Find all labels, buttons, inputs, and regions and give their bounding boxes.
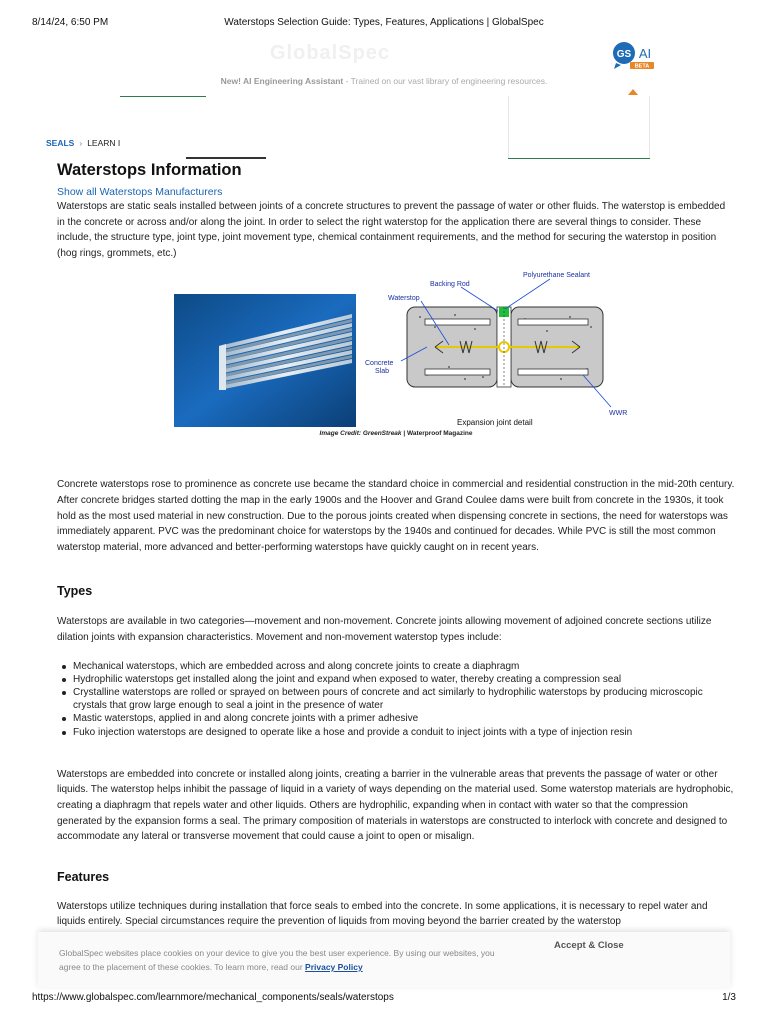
label-waterstop: Waterstop [388, 295, 420, 303]
print-page-title: Waterstops Selection Guide: Types, Features, Applications | GlobalSpec [224, 17, 544, 28]
ai-badge-left: GS [616, 49, 632, 60]
site-header [0, 36, 768, 96]
features-heading: Features [57, 869, 110, 884]
main-content [57, 161, 735, 930]
ai-banner[interactable] [0, 76, 768, 86]
cookie-text-block [59, 946, 499, 974]
breadcrumb-seals[interactable]: SEALS [46, 138, 75, 148]
diagram-caption: Expansion joint detail [457, 418, 533, 428]
ai-banner-bold: New! AI Engineering Assistant [220, 76, 344, 86]
show-manufacturers-link[interactable]: Show all Waterstops Manufacturers [57, 186, 223, 198]
label-polyurethane-sealant: Polyurethane Sealant [523, 272, 590, 280]
ai-badge-tag: BETA [634, 63, 650, 70]
print-header [32, 17, 736, 31]
cookie-text: GlobalSpec websites place cookies on your device to give you the best user experience. By using our websites, you agree to the placement of these cookies. To learn more, read our [59, 948, 495, 972]
label-slab: Slab [375, 368, 390, 376]
nav-dropdown-panel [508, 96, 650, 158]
print-url: https://www.globalspec.com/learnmore/mechanical_components/seals/waterstops [32, 992, 394, 1003]
label-concrete: Concrete [365, 360, 394, 368]
site-logo[interactable]: GlobalSpec [270, 42, 391, 64]
list-item: Fuko injection waterstops are designed to operate like a hose and provide a conduit to inject joints with a type of injection resin [57, 726, 735, 739]
ai-badge-right: AI [638, 46, 652, 61]
label-wwr: WWR [609, 410, 628, 418]
breadcrumb [46, 138, 120, 148]
tab-indicator [186, 157, 266, 159]
types-intro: Waterstops are available in two categories—movement and non-movement. Concrete joints allowing movement of adjoined concrete sections utilize dilation joints with expansion characteristics. Movement and non-movement waterstop types include: [57, 616, 712, 643]
label-backing-rod: Backing Rod [430, 281, 470, 289]
expansion-joint-diagram [365, 267, 645, 427]
list-item: Crystalline waterstops are rolled or sprayed on between pours of concrete and act similarly to hydrophilic waterstops by producing microscopic crystals that grow large enough to seal a joint in the presence of water [57, 686, 735, 712]
accept-close-button[interactable]: Accept & Close [554, 940, 624, 951]
page-title: Waterstops Information [57, 161, 242, 179]
types-body: Waterstops are embedded into concrete or installed along joints, creating a barrier in the vulnerable areas that prevents the passage of water or other liquids. The waterstop helps inhibit the passage of liquid in a variety of ways depending on the material used. Some waterstop materials are hydrophobic, creating a diaphragm that repels water and other liquids. Others are hydrophilic, expanding when in contact with water so that the compression generated by the expansion forms a seal. The primary composition of materials in waterstops are constructed to interlock with concrete and designed to accommodate any lateral or transverse movement that could cause a joint to open or misalign. [57, 768, 734, 843]
waterstop-photo [174, 294, 356, 427]
nav-panel-bottom [508, 158, 650, 159]
cookie-banner [38, 932, 730, 988]
features-intro: Waterstops utilize techniques during installation that force seals to embed into the concrete. In some applications, it is necessary to repel water and liquids entirely. Special circumstances require the prevention of liquids from moving beyond the barrier created by the waterstop [57, 900, 708, 928]
dropdown-caret-icon [628, 89, 638, 95]
image-credit-suffix[interactable]: | Waterproof Magazine [401, 430, 473, 438]
waterstop-figure [57, 267, 735, 437]
privacy-policy-link[interactable]: Privacy Policy [305, 962, 363, 972]
image-credit [57, 430, 735, 437]
list-item: Mastic waterstops, applied in and along concrete joints with a primer adhesive [57, 712, 735, 725]
ai-banner-text: - Trained on our vast library of engineering resources. [343, 76, 548, 86]
nav-underline-left [120, 96, 206, 97]
types-list [57, 660, 735, 739]
types-heading: Types [57, 584, 93, 599]
list-item: Mechanical waterstops, which are embedded across and along concrete joints to create a diaphragm [57, 660, 735, 673]
image-credit-prefix: Image Credit: GreenStreak [319, 430, 402, 438]
print-footer [32, 992, 736, 1006]
print-datetime: 8/14/24, 6:50 PM [32, 17, 109, 28]
list-item: Hydrophilic waterstops get installed along the joint and expand when exposed to water, thereby creating a compression seal [57, 673, 735, 686]
history-paragraph: Concrete waterstops rose to prominence as concrete use became the standard choice in commercial and residential construction in the mid-20th century. After concrete bridges started dotting the map in the early 1900s and the Hoover and Grand Coulee dams were built from concrete in the 1930s, it took hold as the most used material in new construction. Due to the porous joints created when dispensing concrete in sections, the need for waterstops was immediately apparent. PVC was the predominant choice for waterstops by the 1940s and continued for decades. While PVC is still the most common waterstop material, more advanced and better-performing waterstops have quickly caught on in recent years. [57, 479, 735, 553]
breadcrumb-chevron-icon: › [79, 138, 83, 148]
intro-paragraph: Waterstops are static seals installed between joints of a concrete structures to prevent the passage of water or other fluids. The waterstop is embedded in the concrete or across and/or along the joint. In order to select the right waterstop for the application there are several things to consider. These include, the structure type, joint type, joint movement type, chemical containment requirements, and the method for securing the waterstop in position (hog rings, grommets, etc.) [57, 201, 726, 259]
breadcrumb-learn[interactable]: LEARN I [87, 138, 121, 148]
print-page-number: 1/3 [722, 992, 736, 1003]
gs-ai-assistant-icon[interactable] [612, 41, 658, 71]
